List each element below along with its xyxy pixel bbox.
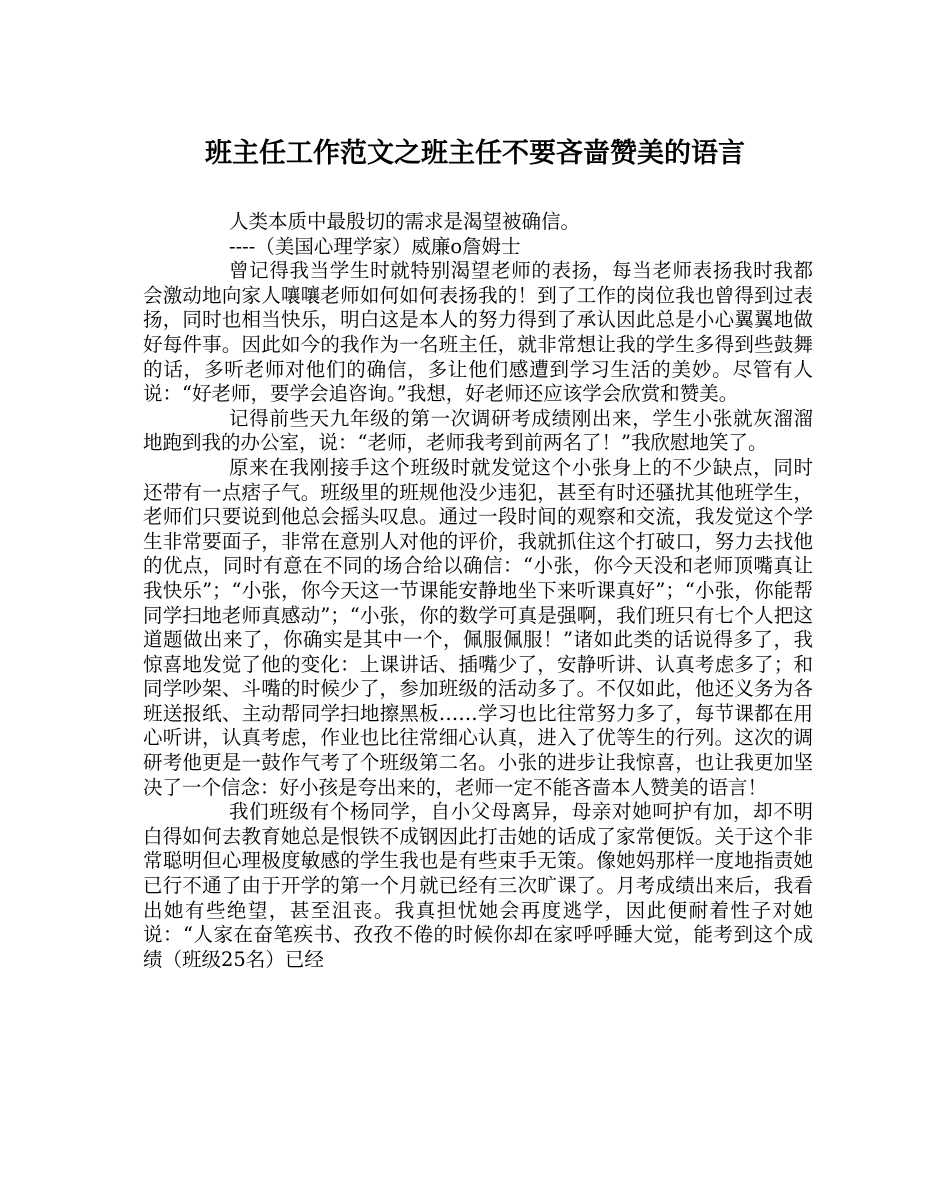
paragraph: 曾记得我当学生时就特别渴望老师的表扬，每当老师表扬我时我都会激动地向家人嚷嚷老师如何如何表扬我的！到了工作的岗位我也曾得到过表扬，同时也相当快乐，明白这是本人的努力得到了承认因此总是小心翼翼地做好每件事。因此如今的我作为一名班主任，就非常想让我的学生多得到些鼓舞的话，多听老师对他们的确信，多让他们感遭到学习生活的美妙。尽管有人说：“好老师，要学会追咨询。”我想，好老师还应该学会欣赏和赞美。 — [143, 259, 813, 406]
document-body — [143, 210, 813, 972]
epigraph-quote: 人类本质中最殷切的需求是渴望被确信。 — [229, 210, 581, 233]
document-title: 班主任工作范文之班主任不要吝啬赞美的语言 — [205, 138, 745, 169]
paragraph: 记得前些天九年级的第一次调研考成绩刚出来，学生小张就灰溜溜地跑到我的办公室，说：“老师，老师我考到前两名了！”我欣慰地笑了。 — [143, 406, 813, 455]
paragraph: 我们班级有个杨同学，自小父母离异，母亲对她呵护有加，却不明白得如何去教育她总是恨铁不成钢因此打击她的话成了家常便饭。关于这个非常聪明但心理极度敏感的学生我也是有些束手无策。像她妈那样一度地指责她已行不通了由于开学的第一个月就已经有三次旷课了。月考成绩出来后，我看出她有些绝望，甚至沮丧。我真担忧她会再度逃学，因此便耐着性子对她说：“人家在奋笔疾书、孜孜不倦的时候你却在家呼呼睡大觉，能考到这个成绩（班级25名）已经 — [143, 800, 813, 971]
paragraph: 原来在我刚接手这个班级时就发觉这个小张身上的不少缺点，同时还带有一点痞子气。班级里的班规他没少违犯，甚至有时还骚扰其他班学生，老师们只要说到他总会摇头叹息。通过一段时间的观察和交流，我发觉这个学生非常要面子，非常在意别人对他的评价，我就抓住这个打破口，努力去找他的优点，同时有意在不同的场合给以确信：“小张，你今天没和老师顶嘴真让我快乐”；“小张，你今天这一节课能安静地坐下来听课真好”；“小张，你能帮同学扫地老师真感动”；“小张，你的数学可真是强啊，我们班只有七个人把这道题做出来了，你确实是其中一个，佩服佩服！”诸如此类的话说得多了，我惊喜地发觉了他的变化：上课讲话、插嘴少了，安静听讲、认真考虑多了；和同学吵架、斗嘴的时候少了，参加班级的活动多了。不仅如此，他还义务为各班送报纸、主动帮同学扫地擦黑板……学习也比往常努力多了，每节课都在用心听讲，认真考虑，作业也比往常细心认真，进入了优等生的行列。这次的调研考他更是一鼓作气考了个班级第二名。小张的进步让我惊喜，也让我更加坚决了一个信念：好小孩是夸出来的，老师一定不能吝啬本人赞美的语言！ — [143, 455, 813, 799]
epigraph-source: ----（美国心理学家）威廉o詹姆士 — [229, 234, 521, 258]
